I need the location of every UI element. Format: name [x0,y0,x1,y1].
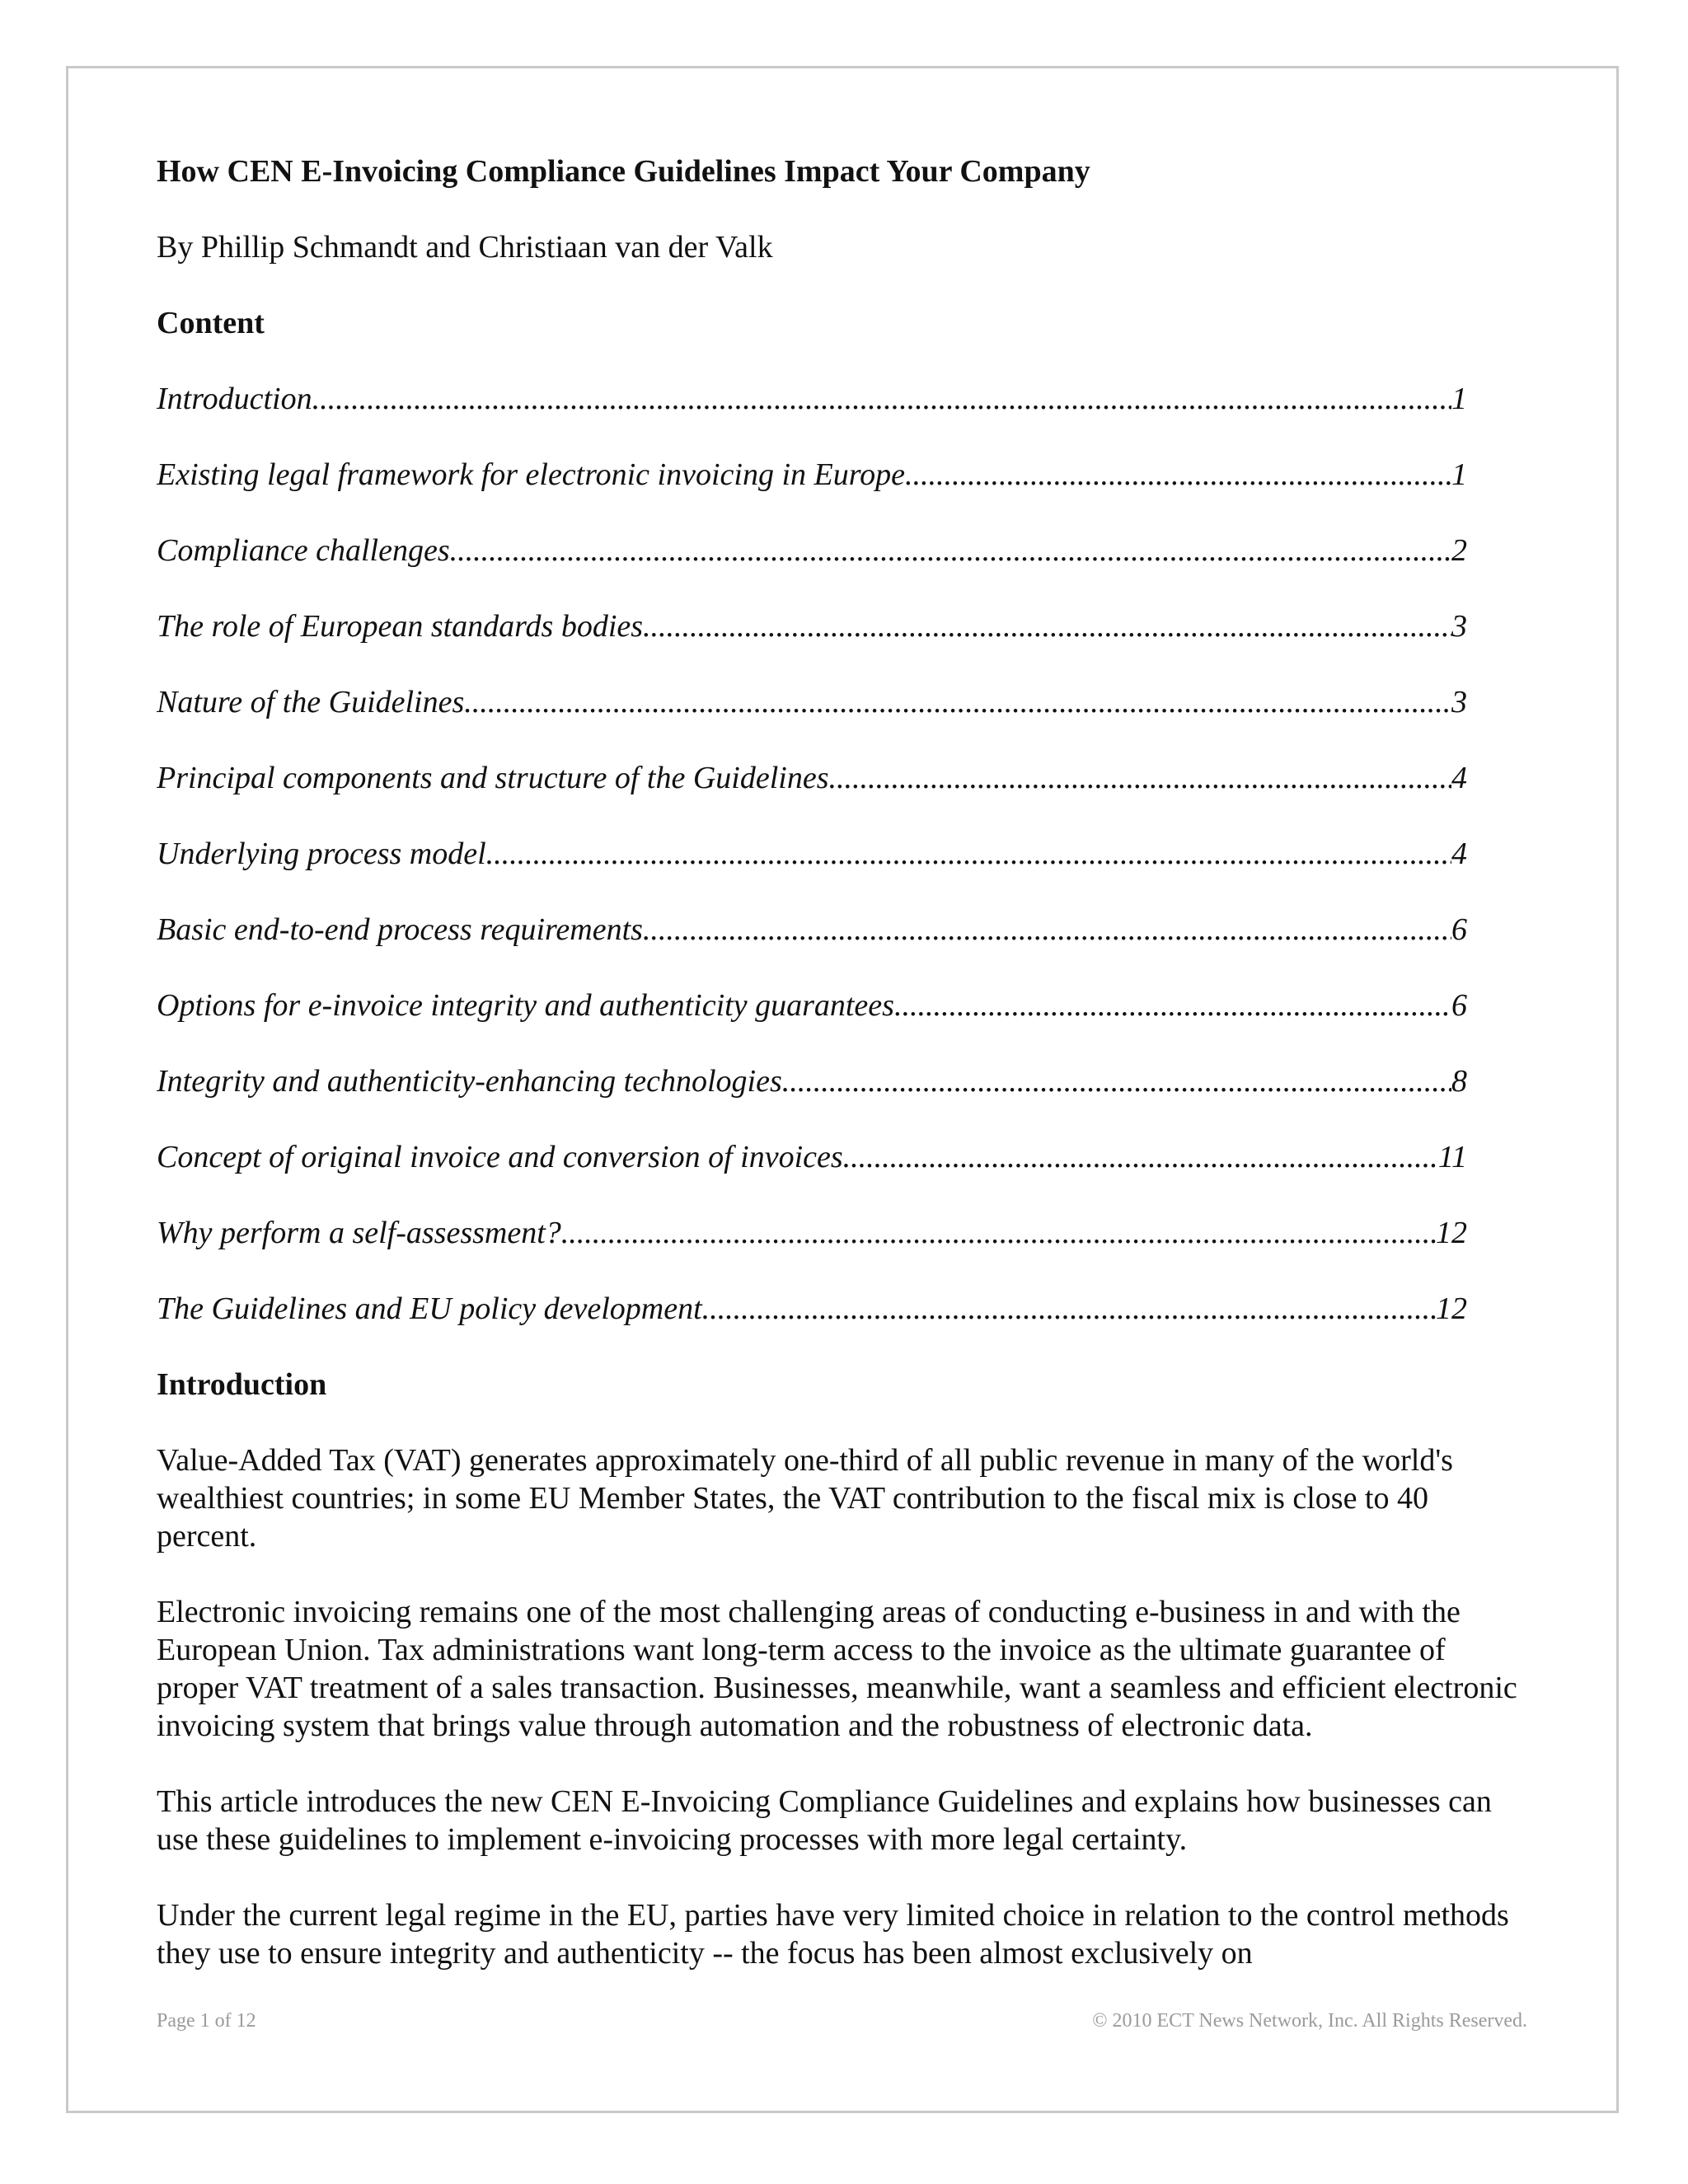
table-of-contents [157,380,1529,1328]
toc-leader-dots [828,759,1451,797]
toc-entry-title: The Guidelines and EU policy development [157,1291,702,1326]
toc-entry-nature-of-guidelines[interactable] [157,683,1467,721]
toc-heading: Content [157,306,265,340]
toc-leader-dots [312,380,1451,418]
toc-leader-dots [561,1214,1436,1252]
toc-entry-title: Basic end-to-end process requirements [157,912,643,947]
toc-entry-title: Concept of original invoice and conversion of invoices [157,1140,843,1174]
toc-entry-title: The role of European standards bodies [157,609,644,644]
toc-entry-title: Existing legal framework for electronic invoicing in Europe [157,457,905,492]
body-paragraph: Value-Added Tax (VAT) generates approximately one-third of all public revenue in many of the world's wealthiest countries; in some EU Member States, the VAT contribution to the fiscal mix is close to 40 percent. [157,1443,1453,1554]
toc-entry-process-requirements[interactable] [157,911,1467,949]
toc-leader-dots [905,456,1451,494]
toc-entry-page: 1 [1451,382,1467,416]
document-title: How CEN E-Invoicing Compliance Guidelines Impact Your Company [157,154,1090,189]
byline: By Phillip Schmandt and Christiaan van der Valk [157,230,773,265]
body-paragraph: Under the current legal regime in the EU, parties have very limited choice in relation to the control methods they use to ensure integrity and authenticity -- the focus has been almost exclusively on [157,1898,1509,1971]
toc-entry-title: Introduction [157,382,312,416]
toc-entry-title: Options for e-invoice integrity and authenticity guarantees [157,988,894,1023]
toc-entry-self-assessment[interactable] [157,1214,1467,1252]
toc-entry-page: 1 [1451,457,1467,492]
toc-leader-dots [450,532,1451,569]
toc-leader-dots [486,835,1451,873]
toc-entry-original-invoice[interactable] [157,1138,1467,1176]
toc-entry-compliance-challenges[interactable] [157,532,1467,569]
toc-entry-page: 12 [1436,1291,1467,1326]
toc-entry-standards-bodies[interactable] [157,607,1467,645]
toc-entry-introduction[interactable] [157,380,1467,418]
page-footer [157,2008,1527,2033]
toc-leader-dots [894,987,1451,1024]
toc-entry-page: 3 [1451,685,1467,719]
toc-leader-dots [782,1062,1451,1100]
toc-entry-page: 11 [1437,1140,1467,1174]
toc-entry-page: 4 [1451,837,1467,871]
toc-entry-page: 6 [1451,912,1467,947]
introduction-heading: Introduction [157,1367,327,1402]
body-paragraph: This article introduces the new CEN E-Invoicing Compliance Guidelines and explains how businesses can use these guidelines to implement e-invoicing processes with more legal certainty. [157,1784,1492,1857]
copyright-notice: © 2010 ECT News Network, Inc. All Rights Reserved. [1092,2010,1527,2032]
toc-entry-page: 6 [1451,988,1467,1023]
toc-entry-legal-framework[interactable] [157,456,1467,494]
toc-leader-dots [643,607,1451,645]
toc-entry-integrity-options[interactable] [157,987,1467,1024]
toc-entry-page: 3 [1451,609,1467,644]
toc-entry-title: Principal components and structure of the Guidelines [157,761,829,795]
document-body [157,152,1529,2010]
toc-entry-title: Why perform a self-assessment? [157,1216,561,1250]
body-paragraph: Electronic invoicing remains one of the most challenging areas of conducting e-business in and with the European Union. Tax administrations want long-term access to the invoice as the ultimate guarantee of proper VAT treatment of a sales transaction. Businesses, meanwhile, want a seamless and efficient electronic invoicing system that brings value through automation and the robustness of electronic data. [157,1595,1517,1743]
toc-entry-title: Underlying process model [157,837,486,871]
toc-entry-page: 8 [1451,1064,1467,1099]
page-number-label: Page 1 of 12 [157,2010,256,2032]
toc-leader-dots [702,1290,1436,1328]
toc-entry-process-model[interactable] [157,835,1467,873]
toc-entry-eu-policy[interactable] [157,1290,1467,1328]
toc-entry-title: Nature of the Guidelines [157,685,465,719]
toc-leader-dots [643,911,1451,949]
toc-entry-page: 12 [1436,1216,1467,1250]
toc-entry-title: Compliance challenges [157,533,450,568]
toc-leader-dots [464,683,1451,721]
toc-entry-enhancing-technologies[interactable] [157,1062,1467,1100]
toc-entry-page: 2 [1451,533,1467,568]
toc-entry-principal-components[interactable] [157,759,1467,797]
toc-entry-title: Integrity and authenticity-enhancing technologies [157,1064,782,1099]
toc-entry-page: 4 [1451,761,1467,795]
toc-leader-dots [843,1138,1438,1176]
